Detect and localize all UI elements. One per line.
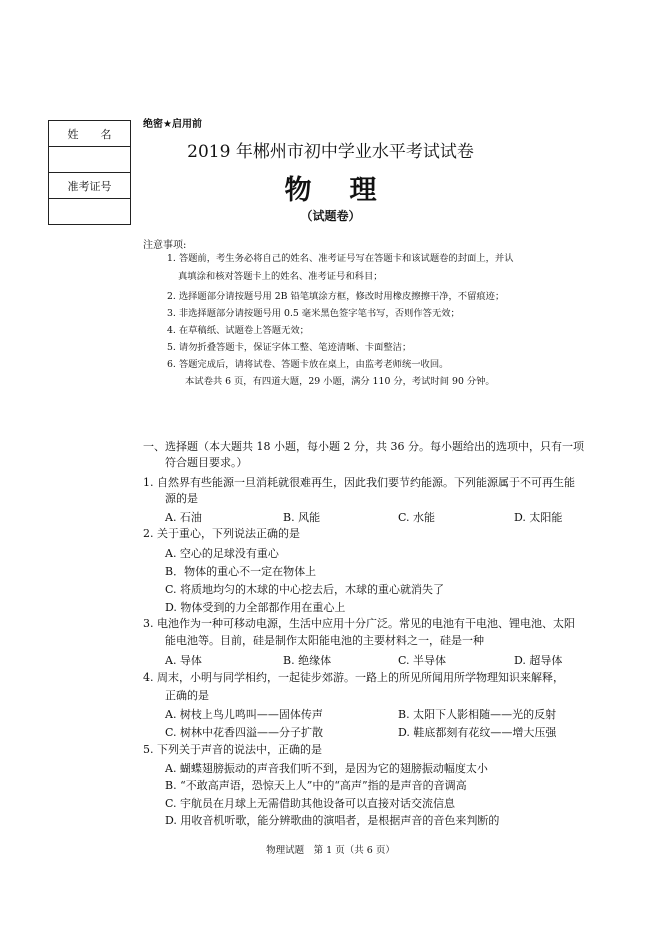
note-item: 5. 请勿折叠答题卡，保证字体工整、笔迹清晰、卡面整洁； xyxy=(167,342,412,353)
q3-option-a: A. 导体 xyxy=(165,654,202,667)
question-5-stem: 5. 下列关于声音的说法中，正确的是 xyxy=(143,743,322,756)
question-3-stem-cont: 能电池等。目前，硅是制作太阳能电池的主要材料之一，硅是一种 xyxy=(165,634,484,647)
q3-option-d: D. 超导体 xyxy=(514,654,563,667)
notes-heading: 注意事项: xyxy=(143,240,187,251)
name-label: 姓 名 xyxy=(49,121,130,147)
note-item: 1. 答题前，考生务必将自己的姓名、准考证号写在答题卡和该试题卷的封面上，并认 xyxy=(167,253,514,264)
q1-option-c: C. 水能 xyxy=(398,511,436,524)
section-heading: 一、选择题（本大题共 18 小题，每小题 2 分，共 36 分。每小题给出的选项中，只有一项 xyxy=(143,440,584,453)
q5-option-d: D. 用收音机听歌，能分辨歌曲的演唱者，是根据声音的音色来判断的 xyxy=(165,814,500,827)
question-3-stem: 3. 电池作为一种可移动电源，生活中应用十分广泛。常见的电池有干电池、锂电池、太阳 xyxy=(143,617,575,630)
question-4-stem: 4. 周末，小明与同学相约，一起徒步郊游。一路上的所见所闻用所学物理知识来解释， xyxy=(143,671,564,684)
q3-option-b: B. 绝缘体 xyxy=(283,654,332,667)
q2-option-b: B．物体的重心不一定在物体上 xyxy=(165,565,317,578)
section-heading-cont: 符合题目要求。） xyxy=(165,456,248,469)
q4-option-b: B. 太阳下人影相随——光的反射 xyxy=(398,708,557,721)
question-4-stem-cont: 正确的是 xyxy=(165,689,209,702)
q2-option-a: A. 空心的足球没有重心 xyxy=(165,547,279,560)
q1-option-a: A. 石油 xyxy=(165,511,202,524)
note-item: 3. 非选择题部分请按题号用 0.5 毫米黑色签字笔书写，否则作答无效； xyxy=(167,308,460,319)
q5-option-c: C. 宇航员在月球上无需借助其他设备可以直接对话交流信息 xyxy=(165,797,456,810)
q1-option-d: D. 太阳能 xyxy=(514,511,563,524)
q2-option-d: D. 物体受到的力全部都作用在重心上 xyxy=(165,601,346,614)
note-item: 真填涂和核对答题卡上的姓名、准考证号和科目； xyxy=(178,271,383,282)
q4-option-d: D. 鞋底都刻有花纹——增大压强 xyxy=(398,726,557,739)
question-1-stem: 1. 自然界有些能源一旦消耗就很难再生，因此我们要节约能源。下列能源属于不可再生能 xyxy=(143,476,575,489)
secret-mark: 绝密★启用前 xyxy=(143,119,202,130)
question-1-stem-cont: 源的是 xyxy=(165,492,198,505)
note-item: 4. 在草稿纸、试题卷上答题无效； xyxy=(167,325,309,336)
note-item: 2. 选择题部分请按题号用 2B 铅笔填涂方框，修改时用橡皮擦擦干净，不留痕迹； xyxy=(167,291,505,302)
booklet-label: （试题卷） xyxy=(300,209,361,223)
page-footer: 物理试题 第 1 页（共 6 页） xyxy=(266,845,395,856)
question-2-stem: 2. 关于重心，下列说法正确的是 xyxy=(143,527,300,540)
q4-option-c: C. 树林中花香四溢——分子扩散 xyxy=(165,726,324,739)
q2-option-c: C. 将质地均匀的木球的中心挖去后，木球的重心就消失了 xyxy=(165,583,445,596)
q5-option-a: A. 蝴蝶翅膀振动的声音我们听不到，是因为它的翅膀振动幅度太小 xyxy=(165,762,488,775)
q4-option-a: A. 树枝上鸟儿鸣叫——固体传声 xyxy=(165,708,323,721)
exam-title: 2019 年郴州市初中学业水平考试试卷 xyxy=(187,142,474,162)
exam-summary: 本试卷共 6 页，有四道大题，29 小题，满分 110 分，考试时间 90 分钟。 xyxy=(185,376,495,387)
exam-number-label: 准考证号 xyxy=(49,173,130,199)
q5-option-b: B. “不敢高声语，恐惊天上人”中的“高声”指的是声音的音调高 xyxy=(165,779,467,792)
note-item: 6. 答题完成后，请将试卷、答题卡放在桌上，由监考老师统一收回。 xyxy=(167,359,449,370)
q3-option-c: C. 半导体 xyxy=(398,654,447,667)
subject-title: 物理 xyxy=(284,175,415,206)
q1-option-b: B. 风能 xyxy=(283,511,321,524)
